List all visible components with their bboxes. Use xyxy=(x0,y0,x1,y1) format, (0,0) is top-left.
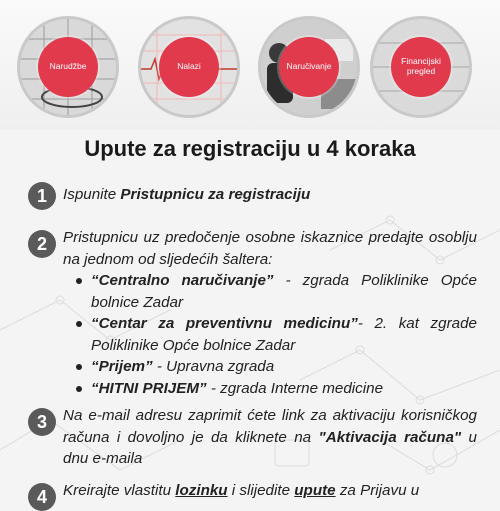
nav-circle-narudzbe[interactable] xyxy=(17,16,119,118)
nav-circle-label: Narudžbe xyxy=(38,37,98,97)
nav-circle-label: Naručivanje xyxy=(279,37,339,97)
step-4-text: Kreirajte vlastitu lozinku i slijedite upute za Prijavu u xyxy=(63,482,420,499)
step-1-text: Ispunite Pristupnicu za registraciju xyxy=(63,186,311,203)
instructions-link[interactable]: upute xyxy=(294,482,336,499)
counter-list xyxy=(63,270,477,399)
nav-circle-nalazi[interactable] xyxy=(138,16,240,118)
step-number-badge: 4 xyxy=(28,483,56,511)
list-item: “Centar za preventivnu medicinu”- 2. kat zgrade Poliklinike Opće bolnice Zadar xyxy=(63,313,477,356)
registration-form-link[interactable]: Pristupnicu za registraciju xyxy=(120,186,311,203)
list-item: “Prijem” - Upravna zgrada xyxy=(63,356,477,378)
password-link[interactable]: lozinku xyxy=(175,482,228,499)
nav-circle-financijski-pregled[interactable] xyxy=(370,16,472,118)
nav-circle-narucivanje[interactable] xyxy=(258,16,360,118)
step-number-badge: 2 xyxy=(28,230,56,258)
list-item: “HITNI PRIJEM” - zgrada Interne medicine xyxy=(63,378,477,400)
step-3-text: Na e-mail adresu zaprimit ćete link za aktivaciju korisničkog računa i dovoljno je da kliknete na "Aktivacija računa" u dnu e-maila xyxy=(63,407,477,467)
nav-circle-label: Financijski pregled xyxy=(391,37,451,97)
page-title: Upute za registraciju u 4 koraka xyxy=(84,136,416,161)
nav-circle-label: Nalazi xyxy=(159,37,219,97)
list-item: “Centralno naručivanje” - zgrada Poliklinike Opće bolnice Zadar xyxy=(63,270,477,313)
step-2-text: Pristupnicu uz predočenje osobne iskaznice predajte osoblju na jednom od sljedećih šaltera: “Centralno naručivanje” - zgrada Poliklinike Opće bolnice Zadar “Centar za preventivnu medicinu”- 2. kat zgrade Poliklinike Opće bolnice Zadar “Prijem” - Upravna zgrada “HITNI PRIJEM” - zgrada Interne medicine xyxy=(63,227,477,399)
step-number-badge: 1 xyxy=(28,182,56,210)
step-number-badge: 3 xyxy=(28,408,56,436)
